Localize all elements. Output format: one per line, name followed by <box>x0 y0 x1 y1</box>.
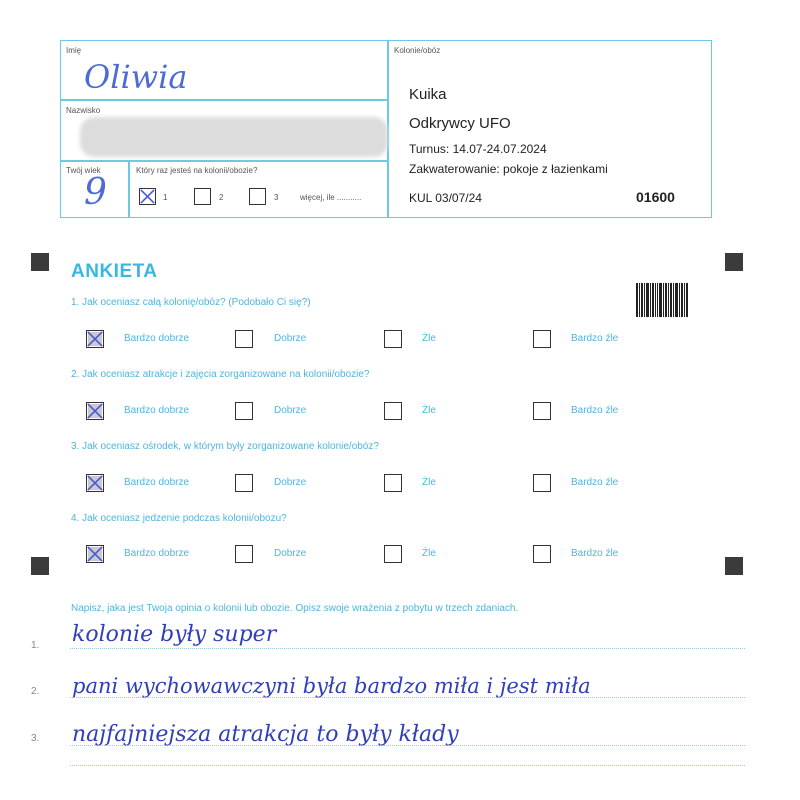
q1-label-zle: Źle <box>422 333 436 344</box>
q2-checkbox-dobrze[interactable] <box>235 402 253 420</box>
answer-text-3[interactable]: najfajniejsza atrakcja to były kłady <box>72 722 459 747</box>
q3-label-bardzo-dobrze: Bardzo dobrze <box>124 477 190 488</box>
q4-checkbox-zle[interactable] <box>384 545 402 563</box>
wiek-label: Twój wiek <box>66 166 101 175</box>
turnus: Turnus: 14.07-24.07.2024 <box>409 142 547 156</box>
form-divider-name <box>60 99 387 101</box>
q2-checkbox-zle[interactable] <box>384 402 402 420</box>
visit-option-1: 1 <box>163 193 168 202</box>
visit-option-2: 2 <box>219 193 224 202</box>
q4-label-dobrze: Dobrze <box>274 548 307 559</box>
visit-checkbox-3[interactable] <box>249 188 266 205</box>
kul-code: KUL 03/07/24 <box>409 191 482 205</box>
answer-line-2 <box>70 697 745 698</box>
q2-checkbox-bardzo-dobrze[interactable] <box>86 402 104 420</box>
q3-label-bardzo-zle: Bardzo źle <box>571 477 619 488</box>
visit-checkbox-2[interactable] <box>194 188 211 205</box>
question-4: 4. Jak oceniasz jedzenie podczas kolonii/obozu? <box>71 513 287 524</box>
check-mark-icon <box>87 475 103 491</box>
visit-option-3: 3 <box>274 193 279 202</box>
camp-name: Odkrywcy UFO <box>409 115 511 132</box>
q3-label-dobrze: Dobrze <box>274 477 307 488</box>
q3-label-zle: Źle <box>422 477 436 488</box>
check-mark-icon <box>87 546 103 562</box>
form-divider-age <box>60 160 387 162</box>
q1-checkbox-zle[interactable] <box>384 330 402 348</box>
imie-label: Imię <box>66 46 82 55</box>
answer-line-3 <box>70 745 745 746</box>
q3-checkbox-zle[interactable] <box>384 474 402 492</box>
answer-text-1[interactable]: kolonie były super <box>72 622 277 647</box>
form-divider-age-vertical <box>128 160 130 218</box>
visit-option-more: więcej, ile ........... <box>300 193 362 202</box>
q4-label-bardzo-dobrze: Bardzo dobrze <box>124 548 190 559</box>
q1-label-dobrze: Dobrze <box>274 333 307 344</box>
q3-checkbox-bardzo-zle[interactable] <box>533 474 551 492</box>
answer-number-1: 1. <box>31 640 40 651</box>
nazwisko-label: Nazwisko <box>66 106 101 115</box>
q2-label-bardzo-dobrze: Bardzo dobrze <box>124 405 190 416</box>
q1-label-bardzo-dobrze: Bardzo dobrze <box>124 333 190 344</box>
nazwisko-redacted <box>80 117 388 157</box>
check-mark-icon <box>87 331 103 347</box>
answer-text-2[interactable]: pani wychowawczyni była bardzo miła i jest miła <box>72 674 591 698</box>
q4-label-bardzo-zle: Bardzo źle <box>571 548 619 559</box>
q4-label-zle: Źle <box>422 548 436 559</box>
question-1: 1. Jak oceniasz całą kolonię/obóz? (Podobało Ci się?) <box>71 297 311 308</box>
q2-label-dobrze: Dobrze <box>274 405 307 416</box>
check-mark-icon <box>87 403 103 419</box>
q3-checkbox-bardzo-dobrze[interactable] <box>86 474 104 492</box>
zakwaterowanie: Zakwaterowanie: pokoje z łazienkami <box>409 162 608 176</box>
place-name: Kuika <box>409 86 447 103</box>
form-number: 01600 <box>636 189 675 205</box>
question-2: 2. Jak oceniasz atrakcje i zajęcia zorganizowane na kolonii/obozie? <box>71 369 370 380</box>
q2-label-zle: Źle <box>422 405 436 416</box>
survey-title: ANKIETA <box>71 261 158 282</box>
q1-checkbox-dobrze[interactable] <box>235 330 253 348</box>
q4-checkbox-bardzo-dobrze[interactable] <box>86 545 104 563</box>
q2-checkbox-bardzo-zle[interactable] <box>533 402 551 420</box>
registration-marker-bottom-right <box>725 557 743 575</box>
imie-value[interactable]: Oliwia <box>84 58 188 96</box>
answer-number-3: 3. <box>31 733 40 744</box>
visit-checkbox-1[interactable] <box>139 188 156 205</box>
kolonie-label: Kolonie/obóz <box>394 46 441 55</box>
q1-label-bardzo-zle: Bardzo źle <box>571 333 619 344</box>
q4-checkbox-dobrze[interactable] <box>235 545 253 563</box>
q1-checkbox-bardzo-dobrze[interactable] <box>86 330 104 348</box>
ktory-raz-label: Który raz jesteś na kolonii/obozie? <box>136 166 258 175</box>
wiek-value[interactable]: 9 <box>84 172 107 213</box>
q3-checkbox-dobrze[interactable] <box>235 474 253 492</box>
registration-marker-bottom-left <box>31 557 49 575</box>
opinion-prompt: Napisz, jaka jest Twoja opinia o kolonii lub obozie. Opisz swoje wrażenia z pobytu w trzech zdaniach. <box>71 603 519 614</box>
registration-marker-top-right <box>725 253 743 271</box>
check-mark-icon <box>140 189 155 204</box>
q2-label-bardzo-zle: Bardzo źle <box>571 405 619 416</box>
q4-checkbox-bardzo-zle[interactable] <box>533 545 551 563</box>
q1-checkbox-bardzo-zle[interactable] <box>533 330 551 348</box>
answer-line-1 <box>70 648 745 649</box>
question-3: 3. Jak oceniasz ośrodek, w którym były zorganizowane kolonie/obóz? <box>71 441 379 452</box>
answer-line-4 <box>70 765 745 766</box>
answer-number-2: 2. <box>31 686 40 697</box>
barcode-icon <box>636 283 688 317</box>
registration-marker-top-left <box>31 253 49 271</box>
